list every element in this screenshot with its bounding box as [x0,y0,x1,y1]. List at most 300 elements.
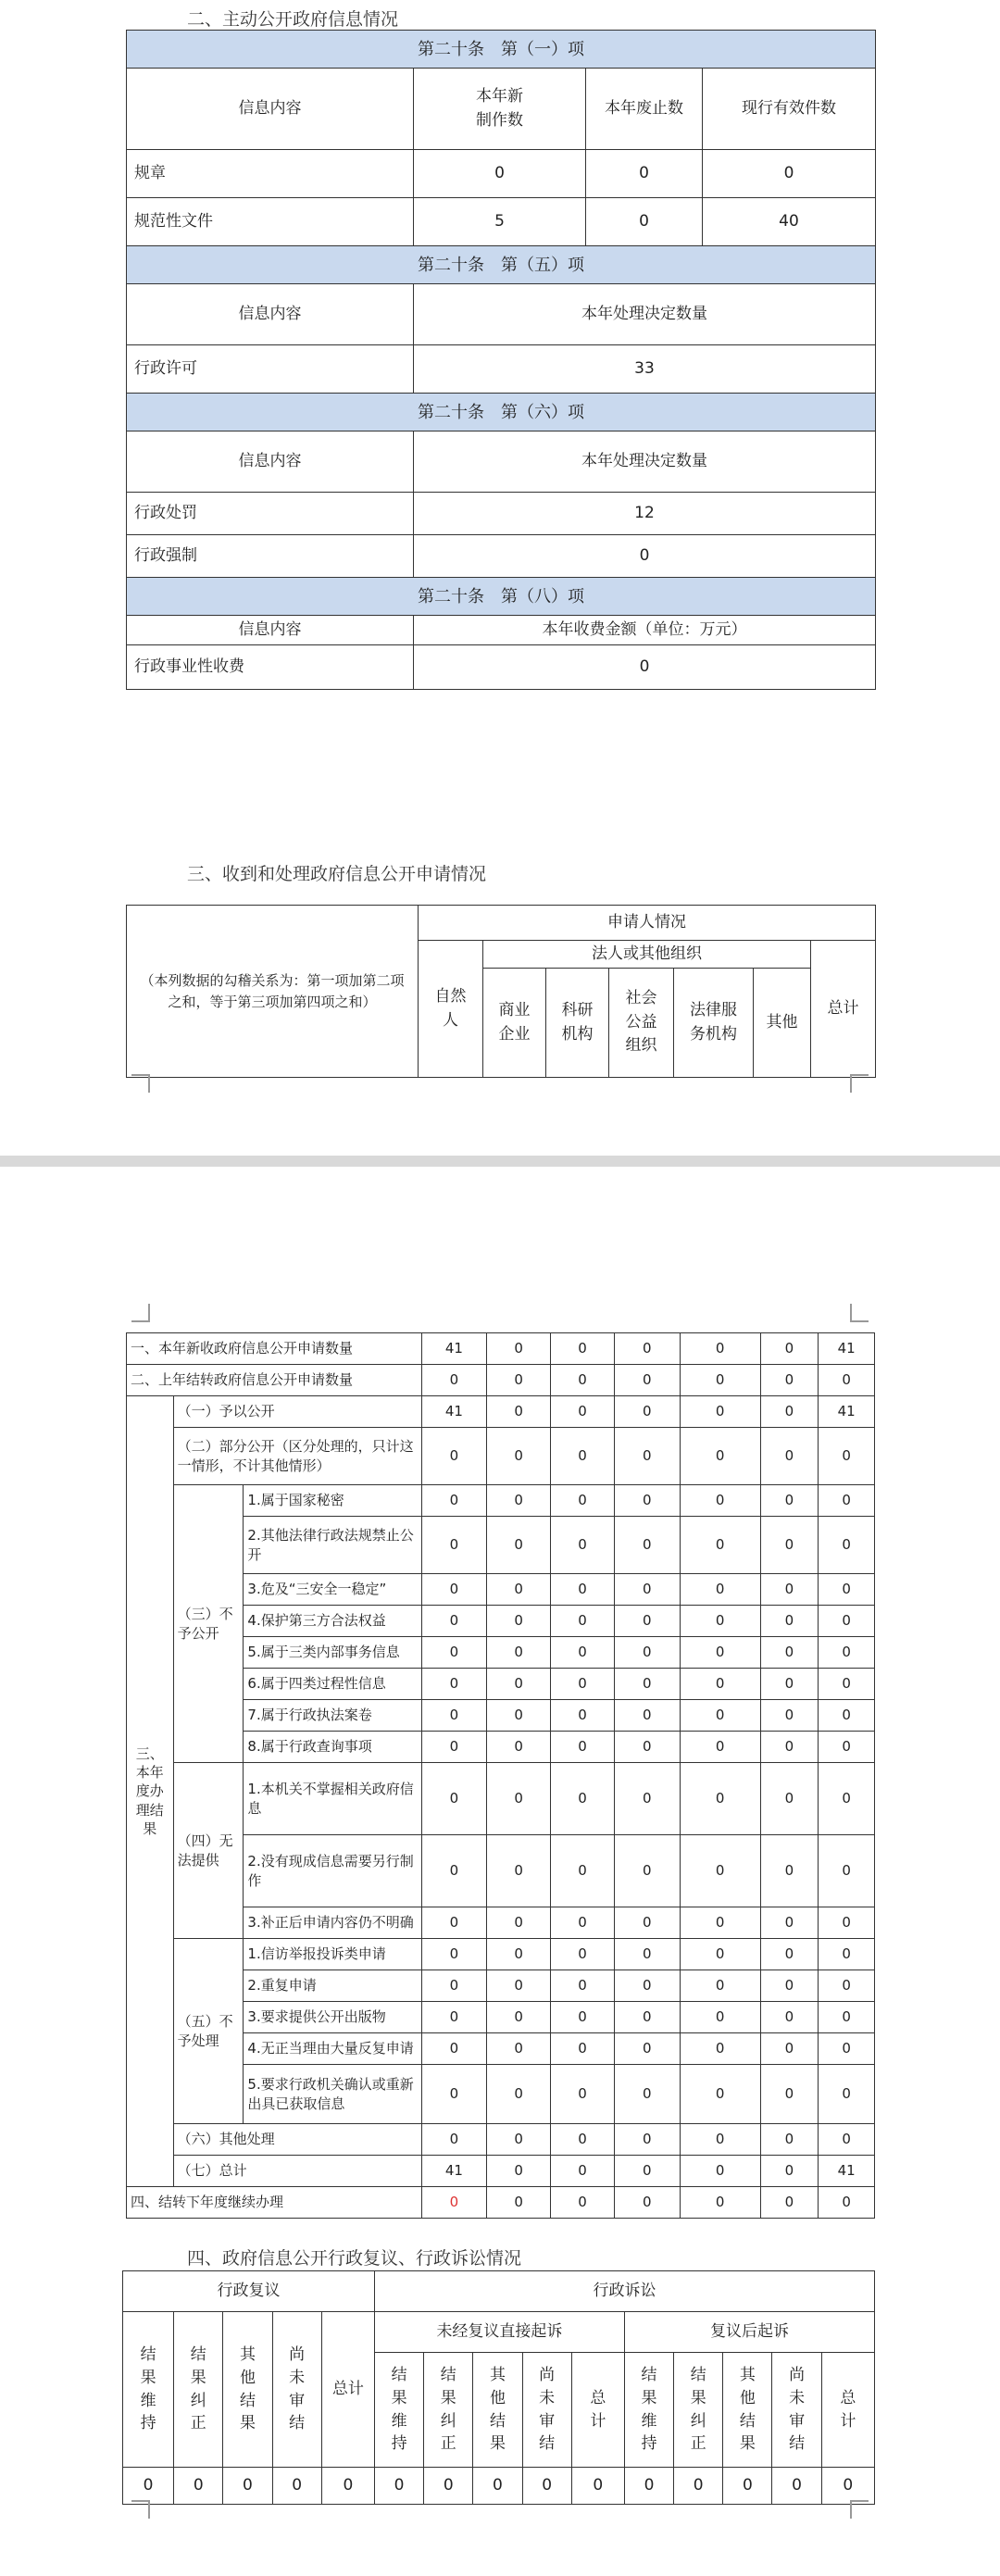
value-cell: 0 [819,1700,875,1732]
value-cell: 0 [760,1428,819,1485]
table-row [127,2124,875,2156]
value-cell: 0 [586,198,703,246]
table-row [127,645,876,690]
legal-subtype-header: 其他 [754,969,811,1078]
value-cell: 0 [421,1939,487,1970]
value-cell: 0 [551,1763,615,1835]
table-row [127,1333,875,1365]
value-cell: 0 [614,1333,680,1365]
value-cell: 0 [487,2033,551,2065]
value-cell: 0 [487,1732,551,1763]
value-cell: 0 [703,150,876,198]
value-cell: 0 [819,2033,875,2065]
value-cell: 0 [421,1428,487,1485]
table-row [127,1485,875,1517]
value-cell: 0 [123,2468,174,2505]
header-row [123,2271,875,2312]
value-cell: 0 [760,1606,819,1637]
value-cell: 41 [421,1396,487,1428]
value-cell: 0 [421,2187,487,2219]
value-cell: 0 [680,1637,760,1669]
value-cell: 0 [614,1732,680,1763]
value-cell: 0 [487,1428,551,1485]
table-row [127,345,876,394]
application-table-header [126,905,876,1078]
value-cell: 0 [680,1574,760,1606]
section-header-row [127,31,876,69]
value-cell: 0 [614,1574,680,1606]
row-label: 3.危及“三安全一稳定” [244,1574,421,1606]
value-cell: 0 [819,1606,875,1637]
value-cell: 0 [487,1907,551,1939]
column-header-row [127,431,876,493]
value-cell: 0 [551,2156,615,2187]
value-cell: 0 [424,2468,473,2505]
page-corner-mark [131,1304,150,1322]
value-row [123,2468,875,2505]
page-corner-mark [850,1304,869,1322]
legal-entity-header: 法人或其他组织 [483,941,811,969]
table-row [127,150,876,198]
column-header: 本年收费金额（单位：万元） [414,616,876,645]
value-cell: 0 [819,1669,875,1700]
value-cell: 0 [680,1365,760,1396]
application-table-body [126,1332,875,2219]
value-cell: 0 [321,2468,374,2505]
row-label: 行政事业性收费 [127,645,414,690]
value-cell: 0 [819,2124,875,2156]
legal-subtype-header: 商业 企业 [483,969,546,1078]
value-cell: 0 [614,2124,680,2156]
admin-review-header: 行政复议 [123,2271,375,2312]
review-column-header: 结 果 纠 正 [174,2312,223,2468]
value-cell: 0 [487,2156,551,2187]
row-label: 行政处罚 [127,493,414,535]
value-cell: 0 [819,1365,875,1396]
value-cell: 0 [614,2187,680,2219]
value-cell: 0 [414,645,876,690]
value-cell: 0 [760,2187,819,2219]
article-header: 第二十条 第（八）项 [127,578,876,616]
value-cell: 0 [421,1669,487,1700]
value-cell: 0 [819,1517,875,1574]
value-cell: 0 [819,2002,875,2033]
applicant-header: 申请人情况 [419,906,876,941]
value-cell: 0 [487,1835,551,1907]
value-cell: 0 [421,1637,487,1669]
section-header-row [127,578,876,616]
value-cell: 0 [819,1574,875,1606]
table-row [127,1428,875,1485]
value-cell: 0 [487,1970,551,2002]
value-cell: 0 [487,2124,551,2156]
article-header: 第二十条 第（一）项 [127,31,876,69]
value-cell: 0 [680,1485,760,1517]
value-cell: 0 [680,1939,760,1970]
value-cell: 0 [760,2033,819,2065]
column-header: 本年废止数 [586,69,703,150]
value-cell: 0 [760,1700,819,1732]
value-cell: 0 [760,1396,819,1428]
value-cell: 0 [272,2468,321,2505]
row-label: 5.属于三类内部事务信息 [244,1637,421,1669]
value-cell: 0 [760,2002,819,2033]
value-cell: 0 [551,2065,615,2124]
value-cell: 41 [421,1333,487,1365]
value-cell: 12 [414,493,876,535]
value-cell: 0 [374,2468,423,2505]
litigation-column-header: 其 他 结 果 [723,2353,772,2468]
value-cell: 0 [819,2065,875,2124]
table-row [127,1365,875,1396]
litigation-column-header: 结 果 维 持 [374,2353,423,2468]
column-header: 信息内容 [127,284,414,345]
column-header: 信息内容 [127,69,414,150]
value-cell: 0 [680,1763,760,1835]
value-cell: 0 [614,1396,680,1428]
article-header: 第二十条 第（五）项 [127,246,876,284]
admin-litigation-header: 行政诉讼 [374,2271,874,2312]
row-label: 行政强制 [127,535,414,578]
value-cell: 0 [680,1835,760,1907]
value-cell: 0 [421,1907,487,1939]
value-cell: 0 [421,1485,487,1517]
value-cell: 0 [819,2187,875,2219]
value-cell: 0 [551,1574,615,1606]
row-label: 4.无正当理由大量反复申请 [244,2033,421,2065]
value-cell: 0 [551,1428,615,1485]
row-label: 2.没有现成信息需要另行制作 [244,1835,421,1907]
column-header: 本年处理决定数量 [414,431,876,493]
value-cell: 0 [614,1669,680,1700]
value-cell: 0 [614,2065,680,2124]
column-header: 信息内容 [127,616,414,645]
litigation-column-header: 总 计 [571,2353,624,2468]
row-label: 四、结转下年度继续办理 [127,2187,422,2219]
value-cell: 0 [680,2124,760,2156]
value-cell: 0 [421,1365,487,1396]
value-cell: 0 [421,1732,487,1763]
value-cell: 0 [760,2156,819,2187]
value-cell: 0 [487,2065,551,2124]
value-cell: 0 [487,1606,551,1637]
value-cell: 0 [487,1333,551,1365]
section-header-row [127,394,876,431]
value-cell: 0 [551,1396,615,1428]
active-disclosure-table [126,30,876,690]
subgroup-label: （三）不 予公开 [173,1485,244,1763]
value-cell: 0 [421,1517,487,1574]
value-cell: 0 [614,1428,680,1485]
value-cell: 0 [680,1333,760,1365]
value-cell: 0 [414,150,586,198]
value-cell: 0 [487,2002,551,2033]
value-cell: 0 [760,1669,819,1700]
value-cell: 0 [614,1907,680,1939]
value-cell: 0 [487,1396,551,1428]
table-row [127,1396,875,1428]
value-cell: 0 [414,535,876,578]
value-cell: 33 [414,345,876,394]
value-cell: 0 [680,1907,760,1939]
section3-title: 三、收到和处理政府信息公开申请情况 [187,864,487,884]
value-cell: 0 [421,1970,487,2002]
total-header: 总计 [811,941,876,1078]
value-cell: 0 [487,1574,551,1606]
value-cell: 0 [760,1485,819,1517]
column-header-row [127,69,876,150]
value-cell: 0 [551,1907,615,1939]
value-cell: 0 [551,1637,615,1669]
row-label: 7.属于行政执法案卷 [244,1700,421,1732]
value-cell: 0 [421,1763,487,1835]
table-row [127,493,876,535]
value-cell: 0 [819,1732,875,1763]
page-corner-mark [131,2500,150,2519]
value-cell: 0 [421,2065,487,2124]
value-cell: 40 [703,198,876,246]
row-label: 3.要求提供公开出版物 [244,2002,421,2033]
value-cell: 0 [680,2002,760,2033]
value-cell: 0 [680,1606,760,1637]
row-label: 1.信访举报投诉类申请 [244,1939,421,1970]
value-cell: 0 [487,1669,551,1700]
column-header: 本年处理决定数量 [414,284,876,345]
formula-note: （本列数据的勾稽关系为：第一项加第二项之和，等于第三项加第四项之和） [127,906,419,1078]
value-cell: 0 [614,2002,680,2033]
page-separator [0,1156,1000,1167]
group-label-result: 三、 本年 度办 理结 果 [127,1396,174,2187]
page-top [0,0,1000,1156]
value-cell: 0 [819,1939,875,1970]
value-cell: 0 [522,2468,571,2505]
value-cell: 0 [487,1517,551,1574]
value-cell: 0 [586,150,703,198]
value-cell: 0 [614,1835,680,1907]
value-cell: 0 [551,1669,615,1700]
row-label: 规范性文件 [127,198,414,246]
value-cell: 0 [680,2187,760,2219]
value-cell: 0 [551,1939,615,1970]
value-cell: 0 [614,1763,680,1835]
section-header-row [127,246,876,284]
value-cell: 0 [760,1763,819,1835]
row-label: 6.属于四类过程性信息 [244,1669,421,1700]
table-row [127,1763,875,1835]
row-label: 8.属于行政查询事项 [244,1732,421,1763]
value-cell: 0 [487,1637,551,1669]
value-cell: 0 [551,1700,615,1732]
value-cell: 41 [819,2156,875,2187]
value-cell: 0 [421,1835,487,1907]
review-litigation-table [122,2270,875,2505]
value-cell: 0 [760,1970,819,2002]
value-cell: 0 [819,1970,875,2002]
row-label: （二）部分公开（区分处理的，只计这一情形，不计其他情形） [173,1428,421,1485]
value-cell: 0 [614,1637,680,1669]
value-cell: 0 [614,1700,680,1732]
column-header: 信息内容 [127,431,414,493]
value-cell: 0 [487,1763,551,1835]
review-column-header: 总计 [321,2312,374,2468]
row-label: 2.其他法律行政法规禁止公开 [244,1517,421,1574]
value-cell: 0 [551,1517,615,1574]
litigation-column-header: 其 他 结 果 [473,2353,522,2468]
page-corner-mark [850,2500,869,2519]
value-cell: 0 [551,2187,615,2219]
row-label: 4.保护第三方合法权益 [244,1606,421,1637]
value-cell: 0 [819,1907,875,1939]
value-cell: 0 [551,2002,615,2033]
value-cell: 0 [551,1333,615,1365]
direct-suit-header: 未经复议直接起诉 [374,2312,624,2353]
column-header: 现行有效件数 [703,69,876,150]
value-cell: 0 [723,2468,772,2505]
value-cell: 0 [614,2033,680,2065]
article-header: 第二十条 第（六）项 [127,394,876,431]
value-cell: 0 [551,2124,615,2156]
value-cell: 0 [680,2033,760,2065]
value-cell: 0 [772,2468,821,2505]
review-column-header: 其 他 结 果 [223,2312,272,2468]
table-row [127,1939,875,1970]
value-cell: 0 [223,2468,272,2505]
value-cell: 0 [680,1517,760,1574]
value-cell: 0 [680,1396,760,1428]
value-cell: 41 [819,1396,875,1428]
value-cell: 0 [674,2468,723,2505]
section2-title: 二、主动公开政府信息情况 [187,9,399,30]
page-corner-mark [131,1074,150,1093]
row-label: （一）予以公开 [173,1396,421,1428]
litigation-column-header: 结 果 纠 正 [674,2353,723,2468]
column-header-row [127,616,876,645]
value-cell: 0 [819,1485,875,1517]
value-cell: 0 [487,1485,551,1517]
value-cell: 0 [421,2124,487,2156]
legal-subtype-header: 社会 公益 组织 [609,969,674,1078]
value-cell: 41 [819,1333,875,1365]
table-row [127,535,876,578]
value-cell: 0 [487,2187,551,2219]
value-cell: 0 [760,1939,819,1970]
value-cell: 0 [614,1939,680,1970]
value-cell: 0 [680,2065,760,2124]
value-cell: 0 [551,1970,615,2002]
value-cell: 0 [760,1835,819,1907]
value-cell: 0 [680,1700,760,1732]
row-label: 3.补正后申请内容仍不明确 [244,1907,421,1939]
value-cell: 0 [819,1637,875,1669]
natural-person-header: 自然 人 [419,941,483,1078]
legal-subtype-header: 法律服 务机构 [674,969,754,1078]
row-label: 2.重复申请 [244,1970,421,2002]
header-row [123,2312,875,2353]
value-cell: 0 [551,1606,615,1637]
row-label: 1.属于国家秘密 [244,1485,421,1517]
value-cell: 0 [571,2468,624,2505]
column-header-row [127,284,876,345]
value-cell: 41 [421,2156,487,2187]
value-cell: 0 [760,1637,819,1669]
row-label: 一、本年新收政府信息公开申请数量 [127,1333,422,1365]
subgroup-label: （四）无 法提供 [173,1763,244,1939]
value-cell: 0 [614,1365,680,1396]
row-label: （六）其他处理 [173,2124,421,2156]
litigation-column-header: 结 果 维 持 [624,2353,673,2468]
value-cell: 0 [760,1517,819,1574]
value-cell: 0 [551,1365,615,1396]
value-cell: 0 [760,2065,819,2124]
value-cell: 0 [760,1574,819,1606]
value-cell: 0 [487,1700,551,1732]
value-cell: 0 [760,1907,819,1939]
post-review-suit-header: 复议后起诉 [624,2312,874,2353]
table-row [127,198,876,246]
value-cell: 0 [473,2468,522,2505]
value-cell: 0 [760,1365,819,1396]
litigation-column-header: 尚 未 审 结 [772,2353,821,2468]
row-label: 1.本机关不掌握相关政府信息 [244,1763,421,1835]
value-cell: 0 [760,1732,819,1763]
value-cell: 0 [614,1970,680,2002]
page-bottom [0,1167,1000,2576]
value-cell: 0 [551,1732,615,1763]
review-column-header: 尚 未 审 结 [272,2312,321,2468]
value-cell: 0 [421,1700,487,1732]
value-cell: 0 [680,1732,760,1763]
table-row [127,2187,875,2219]
value-cell: 0 [487,1365,551,1396]
row-label: 5.要求行政机关确认或重新出具已获取信息 [244,2065,421,2124]
header-row [127,906,876,941]
value-cell: 0 [551,2033,615,2065]
subgroup-label: （五）不 予处理 [173,1939,244,2124]
page-corner-mark [850,1074,869,1093]
value-cell: 0 [614,1606,680,1637]
value-cell: 0 [819,1835,875,1907]
value-cell: 0 [421,2002,487,2033]
value-cell: 0 [760,1333,819,1365]
value-cell: 0 [819,1428,875,1485]
litigation-column-header: 尚 未 审 结 [522,2353,571,2468]
value-cell: 5 [414,198,586,246]
row-label: （七）总计 [173,2156,421,2187]
value-cell: 0 [421,1606,487,1637]
value-cell: 0 [487,1939,551,1970]
value-cell: 0 [551,1485,615,1517]
value-cell: 0 [174,2468,223,2505]
row-label: 规章 [127,150,414,198]
column-header: 本年新 制作数 [414,69,586,150]
value-cell: 0 [680,1669,760,1700]
value-cell: 0 [821,2468,874,2505]
value-cell: 0 [614,1485,680,1517]
value-cell: 0 [421,1574,487,1606]
litigation-column-header: 总 计 [821,2353,874,2468]
review-column-header: 结 果 维 持 [123,2312,174,2468]
value-cell: 0 [680,1428,760,1485]
row-label: 行政许可 [127,345,414,394]
row-label: 二、上年结转政府信息公开申请数量 [127,1365,422,1396]
litigation-column-header: 结 果 纠 正 [424,2353,473,2468]
value-cell: 0 [551,1835,615,1907]
value-cell: 0 [819,1763,875,1835]
value-cell: 0 [760,2124,819,2156]
value-cell: 0 [624,2468,673,2505]
value-cell: 0 [680,1970,760,2002]
value-cell: 0 [680,2156,760,2187]
